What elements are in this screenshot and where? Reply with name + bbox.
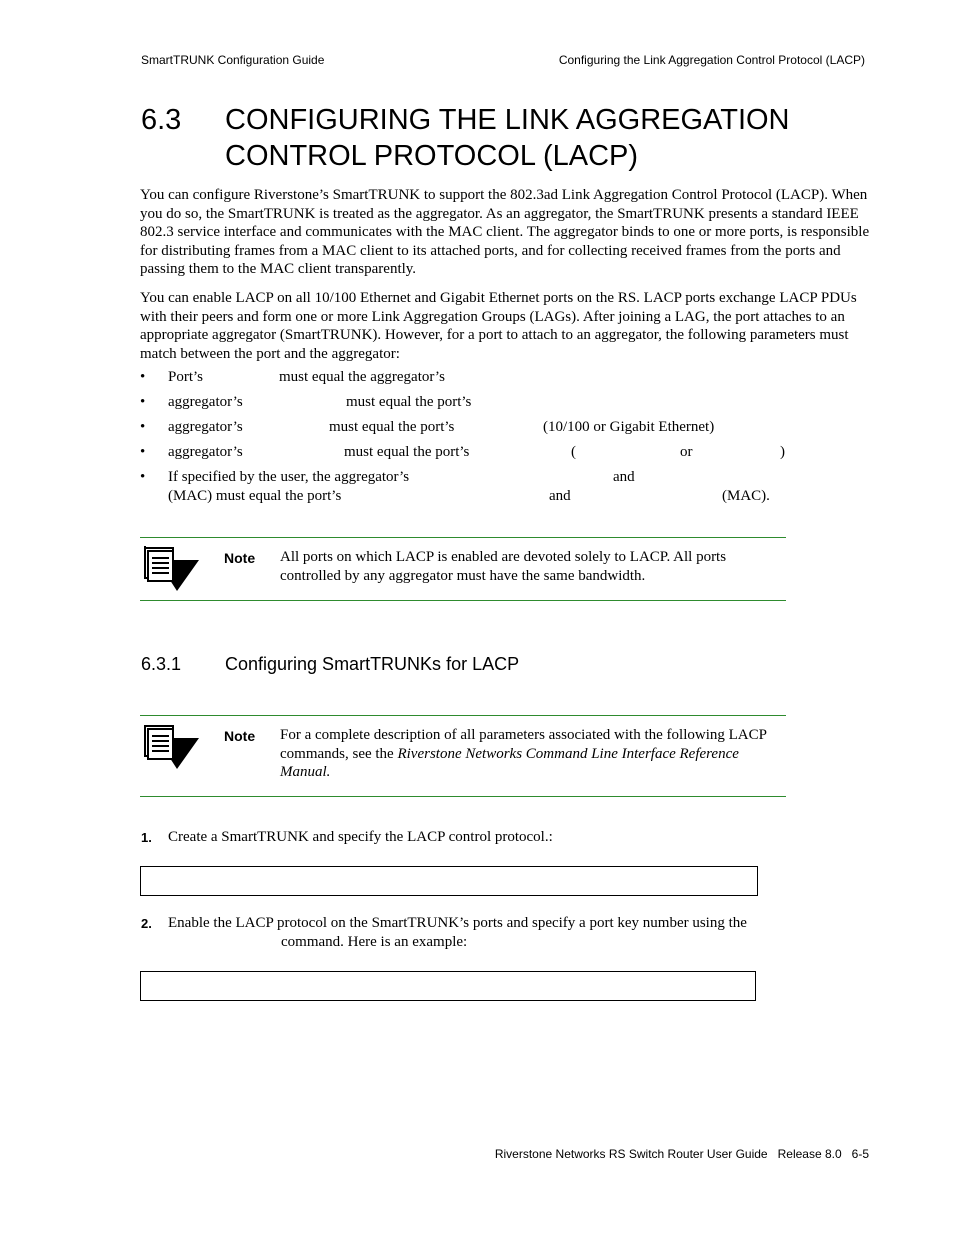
bullet-text-c: (10/100 or Gigabit Ethernet) [543,419,715,435]
bullet-text-d: and [549,488,571,504]
bullet-icon: • [140,444,146,460]
bullet-icon: • [140,419,146,435]
reference-manual-title: Riverstone Networks Command Line Interface Reference [397,745,739,762]
bullet-text-c: ( [571,444,576,460]
bullet-item [140,468,790,508]
running-header-left: SmartTRUNK Configuration Guide [141,53,325,67]
note-text [280,548,785,585]
bullet-text-c: (MAC) must equal the port’s [168,488,342,504]
note-label: Note [224,728,256,744]
bullet-text-b: must equal the port’s [344,444,470,460]
note-line-plain: commands, see the [280,745,398,762]
bullet-text-a: aggregator’s [168,444,243,460]
bullet-icon: • [140,469,146,485]
note-icon [143,546,199,592]
bullet-text-e: (MAC). [722,488,770,504]
code-example-box [140,866,758,896]
step-text: Create a SmartTRUNK and specify the LACP control protocol.: [168,829,553,845]
note-text [280,726,785,782]
bullet-text-e: ) [780,444,785,460]
note-line [280,745,785,764]
note-line [280,763,785,782]
subsection-title: Configuring SmartTRUNKs for LACP [225,654,520,674]
step-number: 1. [141,830,152,845]
page-footer: Riverstone Networks RS Switch Router User Guide Release 8.0 6-5 [494,1147,869,1161]
section-title-line1: CONFIGURING THE LINK AGGREGATION [225,104,790,136]
step-line: command. Here is an example: [281,934,468,950]
subsection-number: 6.3.1 [141,654,182,674]
step-number: 2. [141,916,152,931]
section-number: 6.3 [141,104,182,136]
bullet-text-b: must equal the aggregator’s [279,369,445,385]
bullet-icon: • [140,369,146,385]
note-box [140,715,786,797]
bullet-text-a: Port’s [168,369,204,385]
note-label: Note [224,550,256,566]
section-title [225,102,845,174]
step-line: Enable the LACP protocol on the SmartTRUNK’s ports and specify a port key number using the [168,915,747,931]
running-header-right: Configuring the Link Aggregation Control Protocol (LACP) [558,53,865,67]
bullet-text-b: and [613,469,635,485]
note-line: For a complete description of all parameters associated with the following LACP [280,727,767,743]
lacp-paragraph: You can enable LACP on all 10/100 Ethernet and Gigabit Ethernet ports on the RS. LACP ports exchange LACP PDUs with their peers and form one or more Link Aggregation Groups (LAGs). After joining a LAG, the port attaches to an appropriate aggregator (SmartTRUNK). However, for a port to attach to an aggregator, the following parameters must match between the port and the aggregator: [140,290,857,362]
code-example-box [140,971,756,1001]
section-title-line2: CONTROL PROTOCOL (LACP) [225,140,639,172]
bullet-icon: • [140,394,146,410]
note-icon [143,724,199,770]
reference-manual-title-end: Manual. [280,764,331,781]
bullet-text-a: If specified by the user, the aggregator’s [168,469,410,485]
bullet-text-d: or [680,444,693,460]
intro-paragraph: You can configure Riverstone’s SmartTRUNK to support the 802.3ad Link Aggregation Control Protocol (LACP). When you do so, the SmartTRUNK is treated as the aggregator. As an aggregator, the SmartTRUNK presents a standard IEEE 802.3 service interface and communicates with the MAC client. The aggregator binds to one or more ports, is responsible for distributing frames from a MAC client to its attached ports, and for collecting received frames from the ports and passing them to the MAC client transparently. [140,187,870,278]
bullet-text-a: aggregator’s [168,394,243,410]
note-line: All ports on which LACP is enabled are devoted solely to LACP. All ports [280,549,727,565]
bullet-text-b: must equal the port’s [329,419,455,435]
note-box [140,537,786,601]
step-text [168,914,788,952]
note-line: controlled by any aggregator must have the same bandwidth. [280,567,646,584]
bullet-text-a: aggregator’s [168,419,243,435]
bullet-text-b: must equal the port’s [346,394,472,410]
